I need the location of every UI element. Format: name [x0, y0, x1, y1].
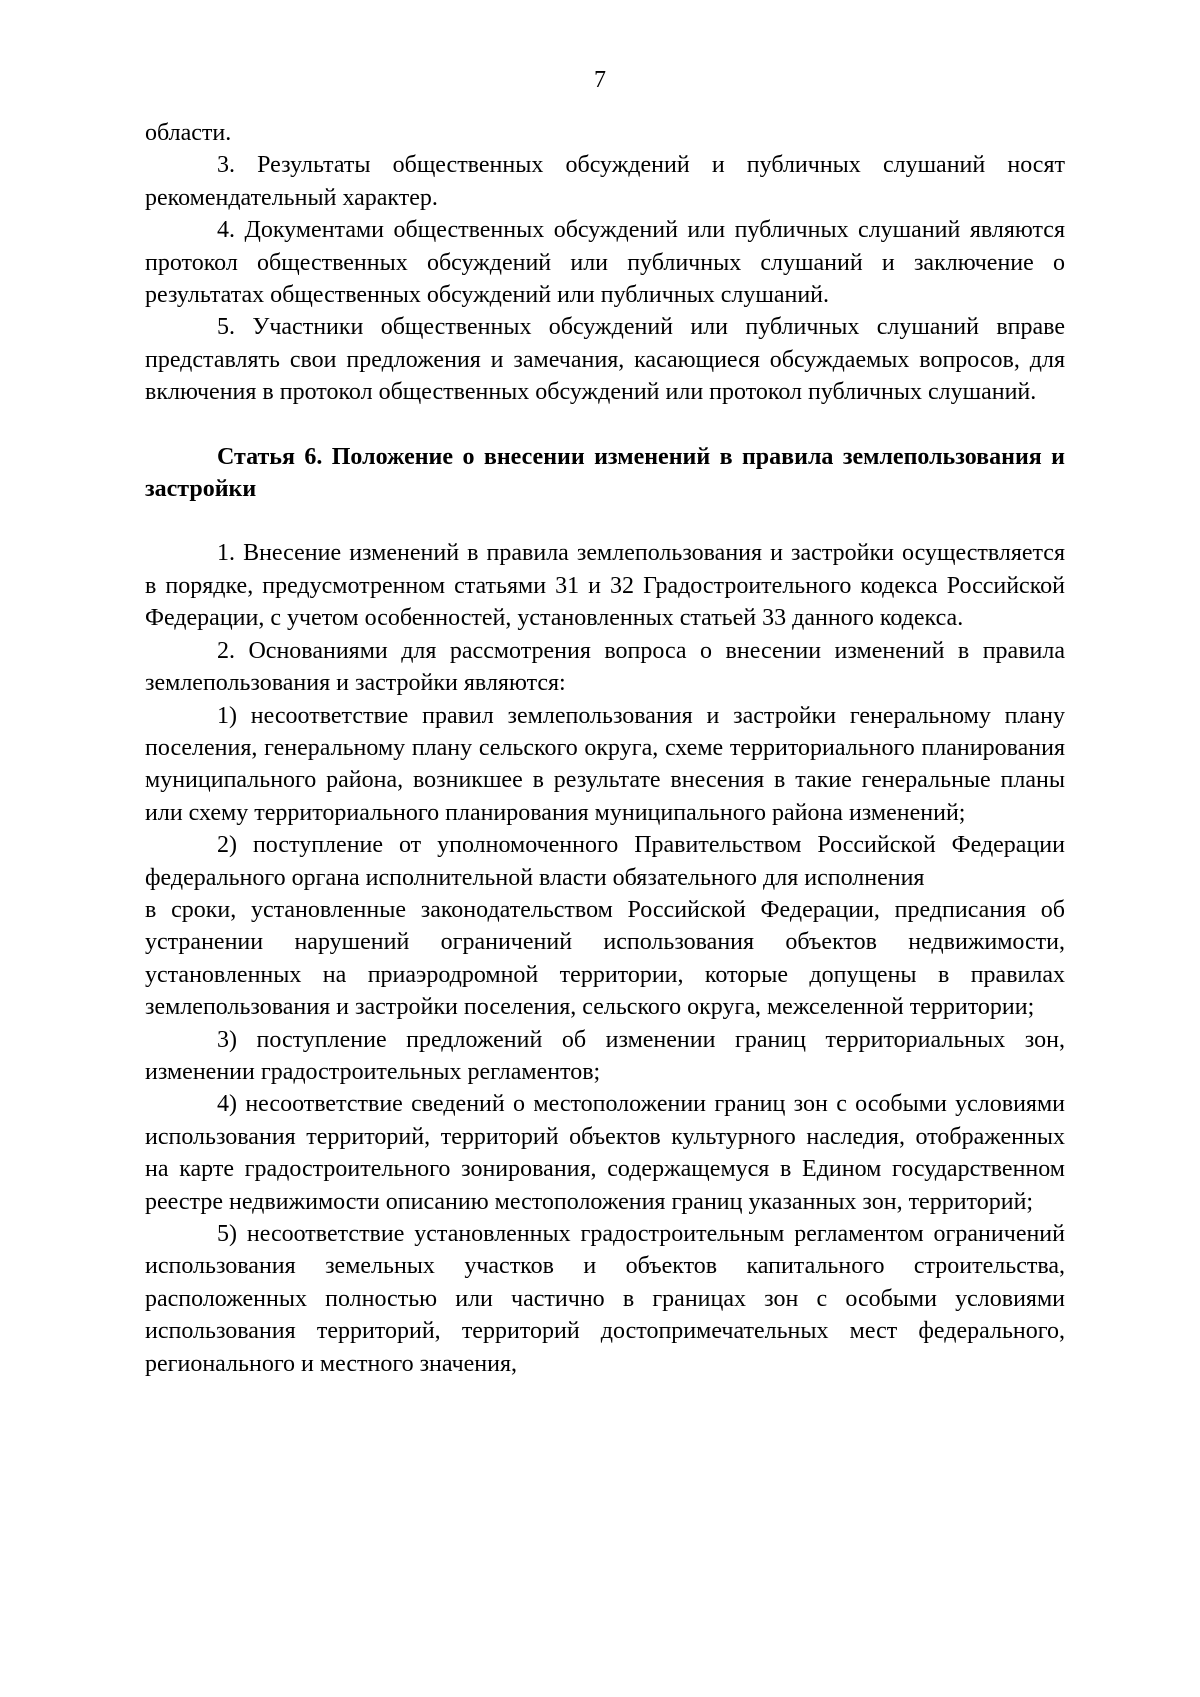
article-paragraph-2: 2. Основаниями для рассмотрения вопроса о внесении изменений в правила землепользования и застройки являются:	[145, 637, 1065, 697]
list-item-4: 4) несоответствие сведений о местоположении границ зон с особыми условиями использования территорий, территорий объектов культурного наследия, отображенных на карте градостроительного зонирования, содержащемуся в Едином государственном реестре недвижимости описанию местоположения границ указанных зон, территорий;	[145, 1091, 1065, 1215]
list-item-5: 5) несоответствие установленных градостроительным регламентом ограничений использования земельных участков и объектов капитального строительства, расположенных полностью или частично в границах зон с особыми условиями использования территорий, территорий достопримечательных мест федерального, регионального и местного значения,	[145, 1221, 1065, 1377]
spacer	[145, 409, 1065, 441]
article-paragraph-1: 1. Внесение изменений в правила землепользования и застройки осуществляется в порядке, предусмотренном статьями 31 и 32 Градостроительного кодекса Российской Федерации, с учетом особенностей, установленных статьей 33 данного кодекса.	[145, 540, 1065, 632]
list-item-2-continuation: в сроки, установленные законодательством Российской Федерации, предписания об устранении нарушений ограничений использования объектов недвижимости, установленных на приаэродромной территории, которые допущены в правилах землепользования и застройки поселения, сельского округа, межселенной территории;	[145, 896, 1065, 1021]
spacer	[145, 505, 1065, 537]
paragraph-item-5: 5. Участники общественных обсуждений или публичных слушаний вправе представлять свои предложения и замечания, касающиеся обсуждаемых вопросов, для включения в протокол общественных обсуждений или протокол публичных слушаний.	[145, 314, 1065, 406]
list-item-3: 3) поступление предложений об изменении границ территориальных зон, изменении градостроительных регламентов;	[145, 1026, 1065, 1085]
list-item-2: 2) поступление от уполномоченного Правительством Российской Федерации федерального органа исполнительной власти обязательного для исполнения	[145, 832, 1065, 891]
list-item-1: 1) несоответствие правил землепользования и застройки генеральному плану поселения, генеральному плану сельского округа, схеме территориального планирования муниципального района, возникшее в результате внесения в такие генеральные планы или схему территориального планирования муниципального района изменений;	[145, 702, 1065, 826]
page-number: 7	[594, 67, 606, 93]
paragraph-continuation: области.	[145, 120, 232, 146]
article-heading: Статья 6. Положение о внесении изменений в правила землепользования и застройки	[145, 443, 1065, 503]
paragraph-item-3: 3. Результаты общественных обсуждений и публичных слушаний носят рекомендательный характер.	[145, 152, 1065, 211]
document-body	[145, 117, 1065, 1380]
paragraph-item-4: 4. Документами общественных обсуждений или публичных слушаний являются протокол общественных обсуждений или публичных слушаний и заключение о результатах общественных обсуждений или публичных слушаний.	[145, 217, 1065, 309]
